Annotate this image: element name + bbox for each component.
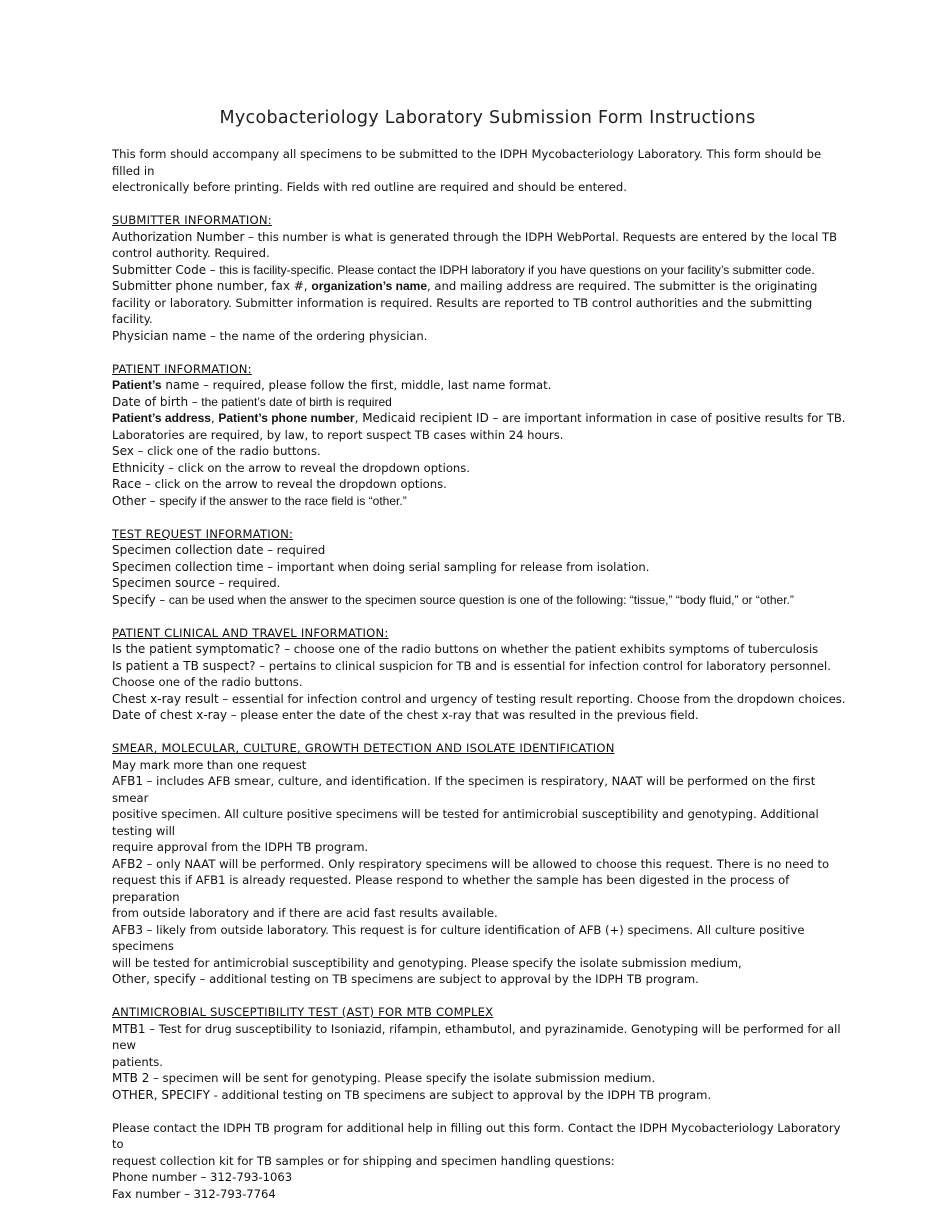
auth-line	[112, 229, 847, 246]
field-name: Race	[112, 477, 142, 491]
field-desc: specify if the answer to the race field is “other.”	[159, 493, 407, 508]
bold-field: Patient’s phone number	[218, 411, 355, 425]
contact-line: Please contact the IDPH TB program for additional help in filling out this form. Contact the IDPH Mycobacteriology Laboratory to	[112, 1120, 841, 1151]
field-name: Date of chest x-ray	[112, 708, 228, 722]
specify-line	[112, 592, 847, 609]
dash: –	[259, 658, 269, 673]
dash: –	[227, 708, 241, 722]
section-header: ANTIMICROBIAL SUSCEPTIBILITY TEST (AST) FOR MTB COMPLEX	[112, 1005, 494, 1019]
field-name: Ethnicity	[112, 460, 165, 475]
dob-line	[112, 394, 847, 411]
suspect-line	[112, 658, 847, 675]
race-line	[112, 476, 847, 493]
field-desc: required	[276, 543, 326, 557]
afb1-line	[112, 773, 847, 806]
field-desc: click on the arrow to reveal the dropdown options.	[154, 477, 447, 491]
clinical-section	[112, 625, 847, 724]
field-name: Specimen source	[112, 576, 215, 590]
field-desc: specimen will be sent for genotyping. Please specify the isolate submission medium.	[162, 1071, 656, 1085]
ethnicity-line	[112, 460, 847, 477]
smear-other-line	[112, 971, 847, 988]
field-name: Physician name	[112, 328, 207, 343]
mtb1-line	[112, 1021, 847, 1054]
dash: –	[133, 444, 148, 458]
afb2-line	[112, 856, 847, 873]
field-desc: the patient’s date of birth is required	[201, 394, 392, 409]
field-name: Specimen collection time	[112, 559, 264, 574]
field-desc: can be used when the answer to the specimen source question is one of the following: “tissue,” “body fluid,” or “other.”	[168, 592, 794, 607]
field-name: Submitter phone number, fax #,	[112, 279, 312, 293]
afb1-line-cont: require approval from the IDPH TB program.	[112, 840, 369, 854]
field-desc: important when doing serial sampling for release from isolation.	[276, 559, 650, 574]
intro-paragraph	[112, 146, 847, 196]
note-line: May mark more than one request	[112, 757, 307, 772]
dash: –	[145, 1021, 159, 1036]
afb2-line-cont: request this if AFB1 is already requested. Please respond to whether the sample has been digested in the process of preparation	[112, 873, 790, 904]
afb2-line-cont: from outside laboratory and if there are acid fast results available.	[112, 906, 498, 920]
collection-date-line	[112, 542, 847, 559]
field-desc: choose one of the radio buttons on whether the patient exhibits symptoms of tuberculosis	[293, 642, 819, 656]
field-desc: this is facility-specific. Please contact the IDPH laboratory if you have questions on your facility’s submitter code.	[219, 262, 815, 277]
field-desc: additional testing on TB specimens are subject to approval by the IDPH TB program.	[209, 972, 699, 986]
field-name: name	[161, 378, 200, 392]
dash: –	[263, 543, 277, 557]
field-name: MTB1	[112, 1021, 146, 1036]
other-line	[112, 493, 847, 510]
field-name: Is patient a TB suspect?	[112, 658, 260, 673]
collection-time-line	[112, 559, 847, 576]
field-name: Specimen collection date	[112, 543, 264, 557]
section-header: SUBMITTER INFORMATION:	[112, 213, 272, 227]
field-desc: includes AFB smear, culture, and identification. If the specimen is respiratory, NAAT will be performed on the first smear	[112, 774, 816, 805]
physician-line	[112, 328, 847, 345]
bold-field: Patient’s address	[112, 411, 211, 425]
intro-line: electronically before printing. Fields with red outline are required and should be entered.	[112, 180, 627, 194]
section-header: PATIENT INFORMATION:	[112, 361, 252, 376]
field-desc: required.	[228, 576, 281, 590]
dash: –	[141, 477, 155, 491]
mtb1-line-cont: patients.	[112, 1054, 163, 1069]
field-desc: click on the arrow to reveal the dropdown options.	[177, 460, 470, 475]
dash: –	[206, 262, 220, 277]
address-line	[112, 410, 847, 427]
field-name: Specify	[112, 592, 156, 607]
patient-name-line	[112, 377, 847, 394]
dash: –	[164, 460, 178, 475]
field-name: OTHER, SPECIFY	[112, 1087, 210, 1102]
dash: –	[199, 378, 213, 392]
suspect-line-cont: Choose one of the radio buttons.	[112, 675, 303, 689]
field-name: MTB 2	[112, 1071, 150, 1085]
dash: –	[146, 493, 160, 508]
contact-line: request collection kit for TB samples or for shipping and specimen handling questions:	[112, 1153, 615, 1168]
separator: ,	[210, 411, 219, 425]
auth-line-cont: control authority. Required.	[112, 246, 270, 260]
field-desc: this number is what is generated through the IDPH WebPortal. Requests are entered by the local TB	[257, 229, 838, 244]
fax-number: Fax number – 312-793-7764	[112, 1186, 276, 1201]
address-line-cont: Laboratories are required, by law, to report suspect TB cases within 24 hours.	[112, 427, 564, 442]
dash: –	[155, 592, 169, 607]
ast-other-line	[112, 1087, 847, 1104]
phone-line	[112, 278, 847, 295]
field-desc: , and mailing address are required. The submitter is the originating	[427, 279, 818, 293]
field-name: Is the patient symptomatic?	[112, 642, 285, 656]
dash: –	[196, 972, 210, 986]
dash: –	[206, 328, 220, 343]
field-desc: only NAAT will be performed. Only respiratory specimens will be allowed to choose this request. There is no need to	[156, 856, 830, 871]
field-desc: the name of the ordering physician.	[219, 328, 428, 343]
dash: –	[263, 559, 277, 574]
field-name: Chest x-ray result	[112, 691, 219, 706]
dash: –	[488, 411, 502, 425]
dash: –	[149, 1071, 163, 1085]
field-desc: are important information in case of positive results for TB.	[502, 411, 846, 425]
field-desc: pertains to clinical suspicion for TB and is essential for infection control for laboratory personnel.	[268, 658, 831, 673]
field-desc: required, please follow the first, middle, last name format.	[212, 378, 552, 392]
dash: –	[214, 576, 229, 590]
document-page	[112, 108, 847, 1202]
smear-section	[112, 740, 847, 988]
afb1-line-cont: positive specimen. All culture positive specimens will be tested for antimicrobial susceptibility and genotyping. Additional testing will	[112, 807, 819, 838]
mtb2-line	[112, 1070, 847, 1087]
intro-line: This form should accompany all specimens to be submitted to the IDPH Mycobacteriology Laboratory. This form should be filled in	[112, 147, 822, 178]
dash: –	[142, 856, 157, 871]
field-name: , Medicaid recipient ID	[354, 411, 489, 425]
dash: –	[284, 642, 294, 656]
phone-number: Phone number – 312-793-1063	[112, 1170, 293, 1184]
field-name: Sex	[112, 444, 134, 458]
xray-line	[112, 691, 847, 708]
test-request-section	[112, 526, 847, 609]
field-name: AFB3	[112, 922, 143, 937]
field-desc: Test for drug susceptibility to Isoniazid, rifampin, ethambutol, and pyrazinamide. Genotyping will be performed for all new	[112, 1021, 841, 1052]
ast-section	[112, 1004, 847, 1103]
field-desc: likely from outside laboratory. This request is for culture identification of AFB (+) specimens. All culture positive specimens	[112, 922, 805, 953]
dash: –	[218, 691, 232, 706]
field-name: Submitter Code	[112, 262, 207, 277]
field-desc: please enter the date of the chest x-ray that was resulted in the previous field.	[240, 708, 699, 722]
field-name: Other	[112, 493, 147, 508]
dash: –	[188, 394, 202, 409]
page-title: Mycobacteriology Laboratory Submission Form Instructions	[219, 108, 756, 128]
bold-field: Patient’s	[112, 378, 162, 392]
bold-field: organization’s name	[311, 279, 427, 293]
dash: –	[244, 229, 258, 244]
xray-date-line	[112, 707, 847, 724]
contact-section	[112, 1120, 847, 1203]
field-name: Date of birth	[112, 394, 189, 409]
field-desc: essential for infection control and urgency of testing result reporting. Choose from the dropdown choices.	[231, 691, 846, 706]
afb3-line-cont: will be tested for antimicrobial susceptibility and genotyping. Please specify the isolate submission medium,	[112, 955, 742, 970]
code-line	[112, 262, 847, 279]
field-name: Authorization Number	[112, 229, 245, 244]
submitter-section	[112, 212, 847, 344]
patient-section	[112, 361, 847, 510]
field-name: AFB1	[112, 774, 143, 788]
field-name: Other, specify	[112, 972, 196, 986]
specimen-source-line	[112, 575, 847, 592]
dash: –	[142, 774, 157, 788]
section-header: SMEAR, MOLECULAR, CULTURE, GROWTH DETECTION AND ISOLATE IDENTIFICATION	[112, 741, 615, 755]
field-name: AFB2	[112, 856, 143, 871]
sex-line	[112, 443, 847, 460]
symptomatic-line	[112, 641, 847, 658]
section-header: PATIENT CLINICAL AND TRAVEL INFORMATION:	[112, 625, 389, 640]
dash: –	[142, 922, 157, 937]
afb3-line	[112, 922, 847, 955]
phone-line-cont: facility or laboratory. Submitter information is required. Results are reported to TB control authorities and the submitting facility.	[112, 295, 813, 326]
field-desc: - additional testing on TB specimens are subject to approval by the IDPH TB program.	[209, 1087, 712, 1102]
section-header: TEST REQUEST INFORMATION:	[112, 526, 294, 541]
field-desc: click one of the radio buttons.	[147, 444, 321, 458]
